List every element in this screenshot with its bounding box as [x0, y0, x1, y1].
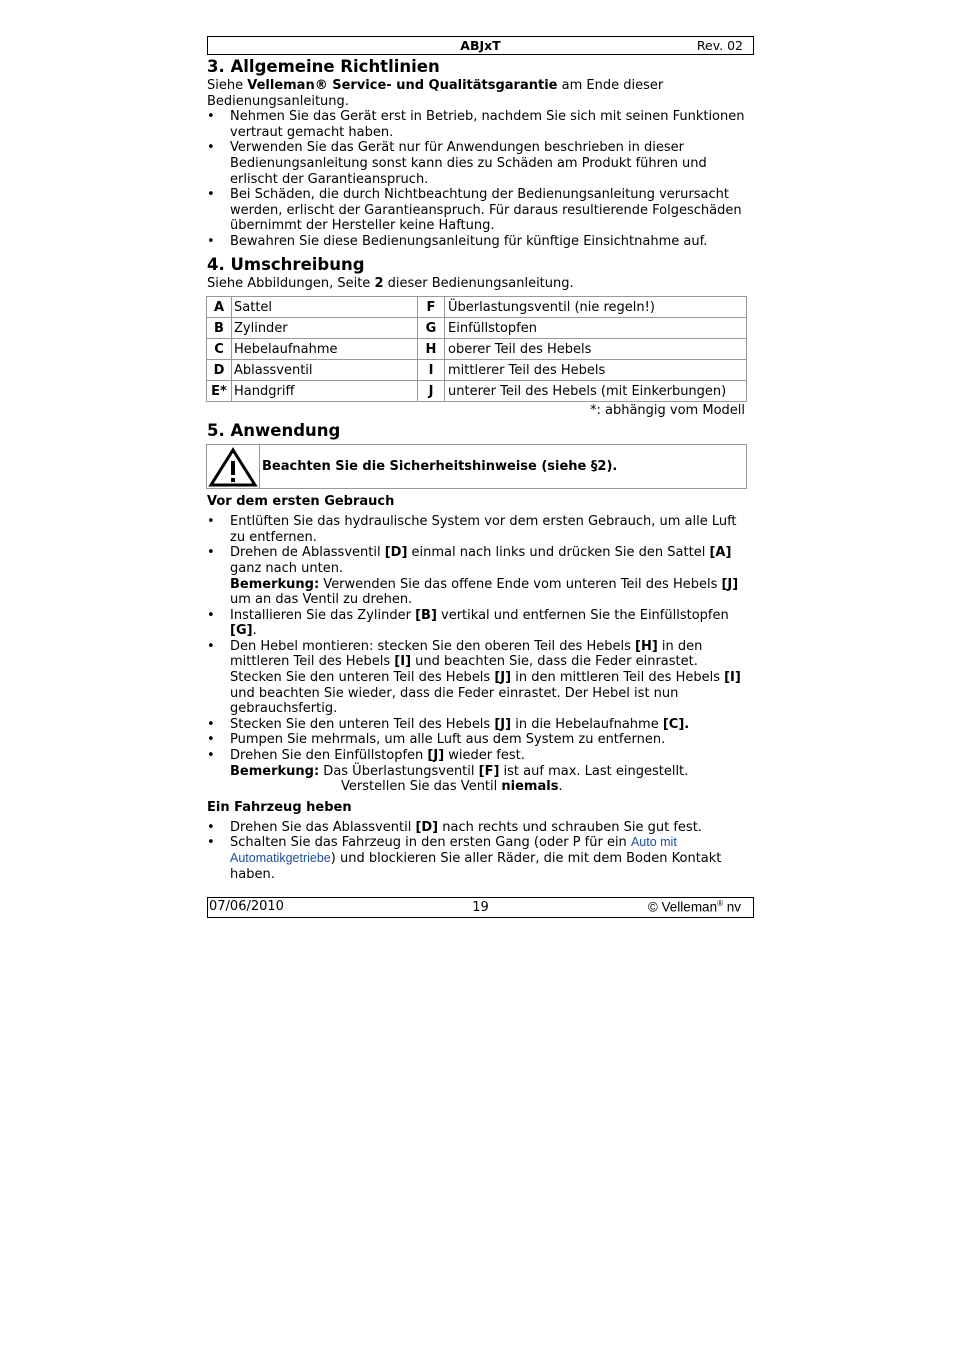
warning-triangle-icon [207, 445, 260, 488]
part-key: J [418, 381, 445, 402]
part-key: I [418, 360, 445, 381]
part-key: D [207, 360, 232, 381]
table-row [207, 339, 747, 360]
section-3-list [207, 109, 754, 249]
section-5-heading: 5. Anwendung [207, 421, 341, 441]
part-key: F [418, 297, 445, 318]
automatic-gearbox-note: Auto mit Automatikgetriebe [230, 835, 677, 865]
list-item: • Stecken Sie den unteren Teil des Hebels [J] in die Hebelaufnahme [C]. [207, 717, 754, 733]
part-name: oberer Teil des Hebels [445, 339, 747, 360]
part-name: mittlerer Teil des Hebels [445, 360, 747, 381]
part-key: C [207, 339, 232, 360]
table-row [207, 318, 747, 339]
list-item: • Bewahren Sie diese Bedienungsanleitung für künftige Einsichtnahme auf. [207, 234, 754, 250]
footer-copyright: © Velleman® nv [647, 899, 741, 915]
part-key: G [418, 318, 445, 339]
part-key: H [418, 339, 445, 360]
warning-text: Beachten Sie die Sicherheitshinweise (siehe §2). [262, 459, 618, 475]
section-4-intro: Siehe Abbildungen, Seite 2 dieser Bedienungsanleitung. [207, 275, 574, 291]
list-item: • Entlüften Sie das hydraulische System vor dem ersten Gebrauch, um alle Luft zu entfernen. [207, 514, 754, 545]
part-key: A [207, 297, 232, 318]
part-name: Sattel [232, 297, 418, 318]
part-key: E* [207, 381, 232, 402]
table-row [207, 297, 747, 318]
list-item: • Verwenden Sie das Gerät nur für Anwendungen beschrieben in dieser Bedienungsanleitung sonst kann dies zu Schäden am Produkt führen und erlischt der Garantieanspruch. [207, 140, 754, 187]
list-item: • Pumpen Sie mehrmals, um alle Luft aus dem System zu entfernen. [207, 732, 754, 748]
list-item: • Drehen Sie das Ablassventil [D] nach rechts und schrauben Sie gut fest. [207, 820, 754, 836]
section-4-heading: 4. Umschreibung [207, 254, 365, 274]
page-header [207, 36, 754, 55]
list-item: • Drehen de Ablassventil [D] einmal nach links und drücken Sie den Sattel [A] ganz nach unten. Bemerkung: Verwenden Sie das offene Ende vom unteren Teil des Hebels [J] um an das Ventil zu drehen. [207, 545, 754, 607]
footer-date: 07/06/2010 [209, 899, 284, 914]
page-number: 19 [472, 900, 489, 915]
part-name: Handgriff [232, 381, 418, 402]
header-revision: Rev. 02 [696, 38, 743, 53]
list-item: • Drehen Sie den Einfüllstopfen [J] wieder fest. Bemerkung: Das Überlastungsventil [F] ist auf max. Last eingestellt. Verstellen Sie das Ventil niemals. [207, 748, 754, 795]
part-name: unterer Teil des Hebels (mit Einkerbungen) [445, 381, 747, 402]
part-name: Hebelaufnahme [232, 339, 418, 360]
table-row [207, 360, 747, 381]
table-footnote: *: abhängig vom Modell [589, 403, 745, 419]
part-name: Überlastungsventil (nie regeln!) [445, 297, 747, 318]
list-item: • Schalten Sie das Fahrzeug in den ersten Gang (oder P für ein Auto mit Automatikgetriebe) und blockieren Sie aller Räder, die mit dem Boden Kontakt haben. [207, 835, 754, 882]
section-3-intro: Siehe Velleman® Service- und Qualitätsgarantie am Ende dieser Bedienungsanleitung. [207, 78, 664, 109]
part-name: Einfüllstopfen [445, 318, 747, 339]
parts-table [206, 296, 747, 402]
list-item: • Bei Schäden, die durch Nichtbeachtung der Bedienungsanleitung verursacht werden, erlischt der Garantieanspruch. Für daraus resultierende Folgeschäden übernimmt der Hersteller keine Haftung. [207, 187, 754, 234]
list-item: • Installieren Sie das Zylinder [B] vertikal und entfernen Sie the Einfüllstopfen [G]. [207, 608, 754, 639]
subheading-lift-vehicle: Ein Fahrzeug heben [207, 799, 352, 815]
subheading-first-use: Vor dem ersten Gebrauch [207, 494, 395, 510]
safety-warning-box [206, 444, 747, 489]
list-item: • Den Hebel montieren: stecken Sie den oberen Teil des Hebels [H] in den mittleren Teil des Hebels [I] und beachten Sie, dass die Feder einrastet. Stecken Sie den unteren Teil des Hebels [J] in den mittleren Teil des Hebels [I] und beachten Sie wieder, dass die Feder einrastet. Der Hebel ist nun gebrauchsfertig. [207, 639, 754, 717]
document-page [207, 36, 754, 882]
part-name: Zylinder [232, 318, 418, 339]
table-row [207, 381, 747, 402]
page-footer [207, 897, 754, 918]
section-3-heading: 3. Allgemeine Richtlinien [207, 57, 440, 76]
lift-vehicle-list [207, 820, 754, 882]
part-name: Ablassventil [232, 360, 418, 381]
header-title: ABJxT [460, 38, 501, 53]
list-item: • Nehmen Sie das Gerät erst in Betrieb, nachdem Sie sich mit seinen Funktionen vertraut gemacht haben. [207, 109, 754, 140]
first-use-list [207, 514, 754, 795]
part-key: B [207, 318, 232, 339]
